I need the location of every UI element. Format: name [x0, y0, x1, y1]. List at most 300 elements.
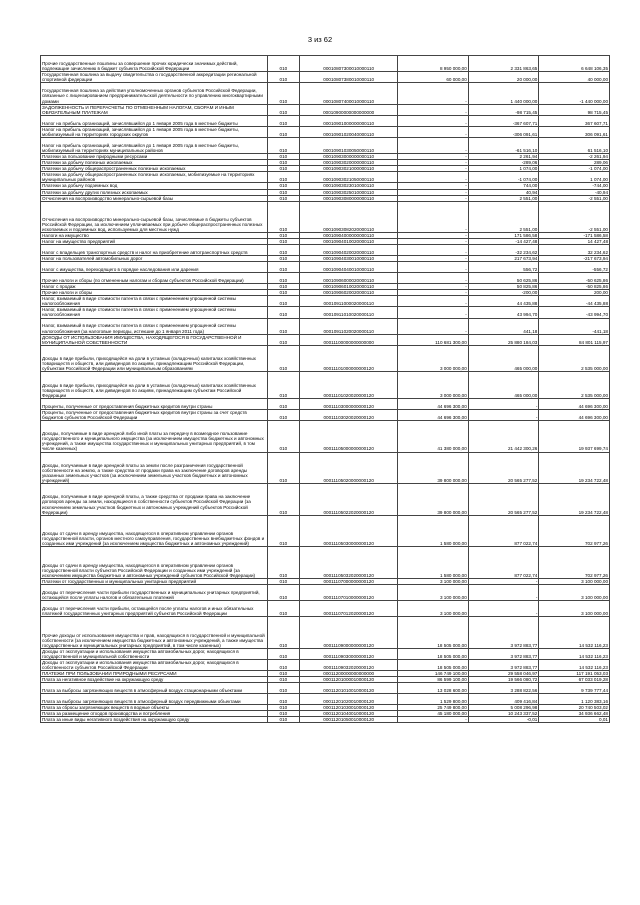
row-kbk: 00011105020000000120 [300, 452, 398, 484]
table-row [41, 617, 610, 649]
row-rest: 2 535 000,00 [539, 372, 610, 399]
table-row [41, 694, 610, 705]
row-kbk: 00010903020000000110 [300, 160, 398, 166]
row-fact: 50 625,86 [468, 273, 539, 284]
row-rest: 84 801 115,97 [539, 334, 610, 345]
row-kbk: 00011201010010000120 [300, 683, 398, 694]
row-kbk: 00011201000010000120 [300, 677, 398, 683]
table-row [41, 717, 610, 723]
table-row [41, 245, 610, 256]
row-rest: 61 516,10 [539, 137, 610, 153]
table-row [41, 452, 610, 484]
row-name: Плата за сбросы загрязняющих веществ в водные объекты [41, 704, 268, 710]
row-rest: 14 532 116,23 [539, 660, 610, 671]
row-kbk: 00010904010020000110 [300, 239, 398, 245]
row-plan: 110 681 300,00 [398, 334, 469, 345]
page-number: 3 из 62 [307, 35, 333, 44]
row-name: Доходы, получаемые в виде арендной либо иной платы за передачу в возмездное пользование государственного и муниципального имущества (за исключением имущества бюджетных и автономных учреждений, а также имущества государственных и муниципальных унитарных предприятий, в том числе казенных) [41, 420, 268, 452]
row-fact: - [468, 409, 539, 420]
table-row [41, 648, 610, 659]
row-code: 010 [267, 420, 300, 452]
table-row [41, 372, 610, 399]
row-fact: 3 972 883,77 [468, 648, 539, 659]
row-name: ЗАДОЛЖЕННОСТЬ И ПЕРЕРАСЧЕТЫ ПО ОТМЕНЕННЫМ НАЛОГАМ, СБОРАМ И ИНЫМ ОБЯЗАТЕЛЬНЫМ ПЛАТЕЖАМ [41, 104, 268, 115]
row-kbk: 00011200000000000000 [300, 671, 398, 677]
row-plan: - [398, 262, 469, 273]
row-fact: 744,00 [468, 183, 539, 189]
table-row [41, 334, 610, 345]
row-rest: -556,72 [539, 262, 610, 273]
row-rest: 702 977,26 [539, 515, 610, 547]
row-fact: 465 000,00 [468, 345, 539, 372]
row-plan: 146 749 100,00 [398, 671, 469, 677]
row-fact: 217 673,94 [468, 256, 539, 262]
row-fact: -289,06 [468, 160, 539, 166]
row-code: 010 [267, 717, 300, 723]
row-plan: 60 000,00 [398, 72, 469, 83]
row-name: Плата за негативное воздействие на окружающую среду [41, 677, 268, 683]
row-kbk: 00010903021050000110 [300, 172, 398, 183]
table-row [41, 547, 610, 579]
row-code: 010 [267, 694, 300, 705]
row-fact: 3 288 822,56 [468, 683, 539, 694]
row-rest: 3 100 000,00 [539, 585, 610, 601]
row-code: 010 [267, 547, 300, 579]
table-row [41, 172, 610, 183]
table-row [41, 711, 610, 717]
row-kbk: 00010903021000000110 [300, 166, 398, 172]
row-rest: 19 937 699,74 [539, 420, 610, 452]
row-kbk: 00010807380010000110 [300, 72, 398, 83]
row-plan: - [398, 166, 469, 172]
row-kbk: 00011109030000000120 [300, 648, 398, 659]
revenue-table [40, 55, 610, 723]
row-plan: - [398, 183, 469, 189]
row-kbk: 00010904030010000110 [300, 256, 398, 262]
row-code: 010 [267, 183, 300, 189]
row-name: Налог с владельцев транспортных средств и налог на приобретение автотранспортных средств [41, 245, 268, 256]
row-name: Налог на прибыль организаций, зачислявшийся до 1 января 2005 года в местные бюджеты, мобилизуемый на территориях городских округов [41, 126, 268, 137]
row-name: Прочие государственные пошлины за совершение прочих юридически значимых действий, подлежащие зачислению в бюджет субъекта Российской Федерации [41, 56, 268, 72]
row-fact: 43 994,70 [468, 307, 539, 318]
row-plan: 8 950 000,00 [398, 56, 469, 72]
row-code: 010 [267, 153, 300, 159]
row-fact: 171 586,58 [468, 233, 539, 239]
row-kbk: 00010911020020000110 [300, 318, 398, 334]
row-kbk: 00011107010000000120 [300, 585, 398, 601]
row-name: Доходы от перечисления части прибыли, остающейся после уплаты налогов и иных обязательных платежей государственных унитарных предприятий субъектов Российской Федерации [41, 601, 268, 617]
row-rest: -217 673,94 [539, 256, 610, 262]
row-rest: -2 551,00 [539, 201, 610, 233]
row-code: 010 [267, 283, 300, 289]
row-code: 010 [267, 601, 300, 617]
table-row [41, 318, 610, 334]
row-rest: -40,94 [539, 189, 610, 195]
table-row [41, 160, 610, 166]
row-kbk: 00011101000000000120 [300, 345, 398, 372]
row-fact: -61 516,10 [468, 137, 539, 153]
row-plan: - [398, 717, 469, 723]
row-rest: 367 607,71 [539, 115, 610, 126]
table-row [41, 195, 610, 201]
row-kbk: 00010904020020000110 [300, 245, 398, 256]
row-code: 010 [267, 515, 300, 547]
table-row [41, 166, 610, 172]
table-row [41, 201, 610, 233]
row-code: 010 [267, 660, 300, 671]
row-name: Плата за иные виды негативного воздействия на окружающую среду [41, 717, 268, 723]
row-kbk: 00010903000000000110 [300, 153, 398, 159]
row-code: 010 [267, 711, 300, 717]
table-row [41, 671, 610, 677]
row-fact: -14 427,48 [468, 239, 539, 245]
row-kbk: 00010904040010000110 [300, 262, 398, 273]
row-kbk: 00010911000020000110 [300, 296, 398, 307]
row-rest: 3 100 000,00 [539, 578, 610, 584]
row-fact: 877 022,74 [468, 515, 539, 547]
row-plan: 44 696 300,00 [398, 409, 469, 420]
row-kbk: 00011103000000000120 [300, 398, 398, 409]
row-plan: 18 505 000,00 [398, 648, 469, 659]
row-name: Доходы в виде прибыли, приходящейся на доли в уставных (складочных) капиталах хозяйственных товариществ и обществ, или дивидендов по акциям, принадлежащим Российской Федерации, субъектам Российской Федерации или муниципальным образованиям [41, 345, 268, 372]
row-fact: - [468, 585, 539, 601]
row-plan: - [398, 201, 469, 233]
row-fact: 3 972 883,77 [468, 617, 539, 649]
row-kbk: 00010906010020000110 [300, 283, 398, 289]
row-fact: 441,18 [468, 318, 539, 334]
row-plan: - [398, 318, 469, 334]
row-name: ПЛАТЕЖИ ПРИ ПОЛЬЗОВАНИИ ПРИРОДНЫМИ РЕСУРСАМИ [41, 671, 268, 677]
row-rest: 19 234 722,48 [539, 452, 610, 484]
row-name: Государственная пошлина за действия уполномоченных органов субъектов Российской Федерации, связанные с лицензированием предпринимательской деятельности по управлению многоквартирными домами [41, 83, 268, 104]
row-plan: - [398, 189, 469, 195]
row-code: 010 [267, 677, 300, 683]
row-plan: 3 100 000,00 [398, 578, 469, 584]
row-rest: -744,00 [539, 183, 610, 189]
table-row [41, 409, 610, 420]
table-row [41, 601, 610, 617]
row-plan: - [398, 195, 469, 201]
revenue-table-body [41, 56, 610, 723]
row-fact: 20 565 277,52 [468, 484, 539, 516]
row-name: Прочие налоги и сборы [41, 290, 268, 296]
row-code: 010 [267, 398, 300, 409]
row-plan: - [398, 233, 469, 239]
row-code: 010 [267, 585, 300, 601]
row-plan: 45 180 000,00 [398, 711, 469, 717]
row-name: Налог, взимаемый в виде стоимости патента в связи с применением упрощенной системы налогообложения [41, 296, 268, 307]
row-fact: -1 074,00 [468, 172, 539, 183]
row-code: 010 [267, 484, 300, 516]
row-plan: - [398, 273, 469, 284]
row-plan: 1 580 000,00 [398, 515, 469, 547]
row-plan: 3 000 000,00 [398, 372, 469, 399]
table-row [41, 677, 610, 683]
row-code: 010 [267, 56, 300, 72]
row-kbk: 00010911010020000110 [300, 307, 398, 318]
row-kbk: 00011105000000000120 [300, 420, 398, 452]
row-code: 010 [267, 296, 300, 307]
row-code: 010 [267, 290, 300, 296]
row-name: Платежи за добычу других полезных ископаемых [41, 189, 268, 195]
row-rest: 1 074,00 [539, 172, 610, 183]
row-fact: 20 000,00 [468, 72, 539, 83]
row-rest: -171 586,58 [539, 233, 610, 239]
row-name: Платежи за добычу общераспространенных полезных ископаемых [41, 166, 268, 172]
row-plan: 13 028 600,00 [398, 683, 469, 694]
row-code: 010 [267, 195, 300, 201]
row-kbk: 00010900000000000000 [300, 104, 398, 115]
row-plan: 3 000 000,00 [398, 345, 469, 372]
row-code: 010 [267, 245, 300, 256]
table-row [41, 704, 610, 710]
row-name: Прочие налоги и сборы (по отмененным налогам и сборам субъектов Российской Федерации) [41, 273, 268, 284]
row-code: 010 [267, 318, 300, 334]
row-fact: 29 558 046,97 [468, 671, 539, 677]
row-code: 010 [267, 372, 300, 399]
row-name: Налоги на имущество [41, 233, 268, 239]
row-kbk: 00010901020040000110 [300, 126, 398, 137]
row-rest: 34 936 662,48 [539, 711, 610, 717]
row-rest: 44 696 300,00 [539, 398, 610, 409]
table-row [41, 256, 610, 262]
row-plan: 1 580 000,00 [398, 547, 469, 579]
row-plan: 44 696 300,00 [398, 398, 469, 409]
row-fact: 44 435,88 [468, 296, 539, 307]
row-code: 010 [267, 201, 300, 233]
row-fact: 40,94 [468, 189, 539, 195]
row-fact: 3 972 883,77 [468, 660, 539, 671]
row-fact: 556,72 [468, 262, 539, 273]
row-code: 010 [267, 273, 300, 284]
row-plan: 1 529 800,00 [398, 694, 469, 705]
table-row [41, 296, 610, 307]
row-rest: 0,01 [539, 717, 610, 723]
row-code: 010 [267, 256, 300, 262]
row-code: 010 [267, 160, 300, 166]
table-row [41, 585, 610, 601]
row-kbk: 00011105030000000120 [300, 515, 398, 547]
row-plan: - [398, 307, 469, 318]
row-plan: - [398, 256, 469, 262]
row-plan: - [398, 115, 469, 126]
row-plan: - [398, 104, 469, 115]
table-row [41, 126, 610, 137]
row-fact: 2 331 863,65 [468, 56, 539, 72]
row-rest: 289,06 [539, 160, 610, 166]
row-rest: 44 696 300,00 [539, 409, 610, 420]
row-plan: 39 800 000,00 [398, 452, 469, 484]
row-rest: 67 033 019,28 [539, 677, 610, 683]
row-kbk: 00010904000000000110 [300, 233, 398, 239]
row-rest: 14 532 116,23 [539, 617, 610, 649]
row-kbk: 00010903082020000110 [300, 201, 398, 233]
row-rest: -50 825,86 [539, 283, 610, 289]
row-kbk: 00010903080000000110 [300, 195, 398, 201]
row-rest: -44 435,88 [539, 296, 610, 307]
row-plan: - [398, 245, 469, 256]
table-row [41, 153, 610, 159]
row-name: ДОХОДЫ ОТ ИСПОЛЬЗОВАНИЯ ИМУЩЕСТВА, НАХОДЯЩЕГОСЯ В ГОСУДАРСТВЕННОЙ И МУНИЦИПАЛЬНОЙ СОБСТВЕННОСТИ [41, 334, 268, 345]
row-name: Плата за размещение отходов производства и потребления [41, 711, 268, 717]
table-row [41, 515, 610, 547]
table-row [41, 683, 610, 694]
row-plan: - [398, 83, 469, 104]
row-fact: 2 551,00 [468, 201, 539, 233]
row-code: 010 [267, 704, 300, 710]
row-fact: 2 551,00 [468, 195, 539, 201]
row-code: 010 [267, 578, 300, 584]
row-name: Доходы от эксплуатации и использования имущества автомобильных дорог, находящихся в государственной и муниципальной собственности [41, 648, 268, 659]
row-kbk: 00010906020020000110 [300, 290, 398, 296]
row-code: 010 [267, 334, 300, 345]
row-rest: 19 234 722,48 [539, 484, 610, 516]
row-code: 010 [267, 671, 300, 677]
row-rest: 117 191 053,03 [539, 671, 610, 677]
row-plan: - [398, 137, 469, 153]
row-rest: -1 074,00 [539, 166, 610, 172]
row-kbk: 00011109032020000120 [300, 660, 398, 671]
row-code: 010 [267, 307, 300, 318]
row-plan: 25 749 800,00 [398, 704, 469, 710]
row-kbk: 00011201040010000120 [300, 711, 398, 717]
table-row [41, 83, 610, 104]
row-code: 010 [267, 172, 300, 183]
row-plan: 18 505 000,00 [398, 617, 469, 649]
table-row [41, 345, 610, 372]
row-fact: 465 000,00 [468, 372, 539, 399]
row-fact: -32 234,62 [468, 245, 539, 256]
row-kbk: 00011107000000000120 [300, 578, 398, 584]
row-code: 010 [267, 233, 300, 239]
row-rest: 9 739 777,44 [539, 683, 610, 694]
row-kbk: 00010901000000000110 [300, 115, 398, 126]
row-rest: -2 551,00 [539, 195, 610, 201]
row-name: Платежи за добычу общераспространенных полезных ископаемых, мобилизуемые на территориях муниципальных районов [41, 172, 268, 183]
row-fact: 10 243 337,52 [468, 711, 539, 717]
row-rest: -43 994,70 [539, 307, 610, 318]
row-rest: 702 977,26 [539, 547, 610, 579]
row-name: Налог на имущество предприятий [41, 239, 268, 245]
row-plan: - [398, 126, 469, 137]
row-name: Отчисления на воспроизводство минерально-сырьевой базы, зачисляемые в бюджеты субъектов Российской Федерации, за исключением уплачиваемых при добыче общераспространенных полезных ископаемых и подземных вод, используемых для местных нужд [41, 201, 268, 233]
row-kbk: 00011201020010000120 [300, 694, 398, 705]
row-kbk: 00010807400010000110 [300, 83, 398, 104]
row-fact: 19 566 080,72 [468, 677, 539, 683]
row-kbk: 00011201030010000120 [300, 704, 398, 710]
row-name: Доходы от сдачи в аренду имущества, находящегося в оперативном управлении органов государственной власти субъектов Российской Федерации и созданных ими учреждений (за исключением имущества бюджетных и автономных учреждений субъектов Российской Федерации) [41, 547, 268, 579]
row-plan: 3 100 000,00 [398, 585, 469, 601]
row-rest: 306 091,61 [539, 126, 610, 137]
row-plan: 86 599 100,00 [398, 677, 469, 683]
row-name: Проценты, полученные от предоставления бюджетных кредитов внутри страны за счет средств бюджетов субъектов Российской Федерации [41, 409, 268, 420]
row-plan: - [398, 283, 469, 289]
row-name: Прочие доходы от использования имущества и прав, находящихся в государственной и муниципальной собственности (за исключением имущества бюджетных и автономных учреждений, а также имущества государственных и муниципальных унитарных предприятий, в том числе казенных) [41, 617, 268, 649]
row-rest: 20 740 503,02 [539, 704, 610, 710]
row-rest: -1 440 000,00 [539, 83, 610, 104]
row-rest: 98 715,45 [539, 104, 610, 115]
row-fact: 1 074,00 [468, 166, 539, 172]
row-code: 010 [267, 104, 300, 115]
row-name: Доходы от сдачи в аренду имущества, находящегося в оперативном управлении органов государственной власти, органов местного самоуправления, государственных внебюджетных фондов и созданных ими учреждений (за исключением имущества бюджетных и автономных учреждений) [41, 515, 268, 547]
row-rest: 3 100 000,00 [539, 601, 610, 617]
row-fact: -367 607,71 [468, 115, 539, 126]
row-code: 010 [267, 115, 300, 126]
row-rest: 32 234,62 [539, 245, 610, 256]
row-code: 010 [267, 617, 300, 649]
row-fact: 877 022,74 [468, 547, 539, 579]
row-plan: - [398, 160, 469, 166]
row-plan: 39 800 000,00 [398, 484, 469, 516]
row-plan: - [398, 153, 469, 159]
row-fact: - [468, 398, 539, 409]
row-name: Плата за выбросы загрязняющих веществ в атмосферный воздух передвижными объектами [41, 694, 268, 705]
row-name: Платежи от государственных и муниципальных унитарных предприятий [41, 578, 268, 584]
row-code: 010 [267, 648, 300, 659]
row-name: Налог, взимаемый в виде стоимости патента в связи с применением упрощенной системы налогообложения [41, 307, 268, 318]
row-rest: 14 427,48 [539, 239, 610, 245]
row-rest: -2 261,94 [539, 153, 610, 159]
table-row [41, 115, 610, 126]
row-name: Платежи за пользование природными ресурсами [41, 153, 268, 159]
row-code: 010 [267, 683, 300, 694]
row-fact: -98 715,45 [468, 104, 539, 115]
table-row [41, 72, 610, 83]
row-kbk: 00011109000000000120 [300, 617, 398, 649]
row-name: Платежи за добычу подземных вод [41, 183, 268, 189]
row-kbk: 00010901030050000110 [300, 137, 398, 153]
table-row [41, 660, 610, 671]
row-code: 010 [267, 166, 300, 172]
table-row [41, 398, 610, 409]
row-name: Доходы от перечисления части прибыли государственных и муниципальных унитарных предприятий, остающейся после уплаты налогов и обязательных платежей [41, 585, 268, 601]
row-rest: -50 625,86 [539, 273, 610, 284]
row-fact: -306 091,61 [468, 126, 539, 137]
table-row [41, 420, 610, 452]
row-fact: 25 880 184,03 [468, 334, 539, 345]
row-fact: 1 440 000,00 [468, 83, 539, 104]
row-code: 010 [267, 137, 300, 153]
table-row [41, 262, 610, 273]
row-rest: 14 532 116,23 [539, 648, 610, 659]
row-name: Государственная пошлина за выдачу свидетельства о государственной аккредитации региональной спортивной федерации [41, 72, 268, 83]
table-row [41, 104, 610, 115]
row-kbk: 00010903025010000110 [300, 189, 398, 195]
row-kbk: 00011105032020000120 [300, 547, 398, 579]
row-kbk: 00011201050010000120 [300, 717, 398, 723]
row-kbk: 00011105022020000120 [300, 484, 398, 516]
row-name: Доходы от эксплуатации и использования имущества автомобильных дорог, находящихся в собственности субъектов Российской Федерации [41, 660, 268, 671]
row-plan: - [398, 239, 469, 245]
row-fact: 2 261,94 [468, 153, 539, 159]
row-code: 010 [267, 345, 300, 372]
row-code: 010 [267, 72, 300, 83]
row-fact: -0,01 [468, 717, 539, 723]
row-name: Налог на прибыль организаций, зачислявшийся до 1 января 2005 года в местные бюджеты [41, 115, 268, 126]
row-fact: 5 008 296,98 [468, 704, 539, 710]
row-plan: 18 505 000,00 [398, 660, 469, 671]
row-name: Налог на прибыль организаций, зачислявшийся до 1 января 2005 года в местные бюджеты, мобилизуемый на территориях муниципальных районов [41, 137, 268, 153]
row-name: Доходы в виде прибыли, приходящейся на доли в уставных (складочных) капиталах хозяйственных товариществ и обществ, или дивидендов по акциям, принадлежащим субъектам Российской Федерации [41, 372, 268, 399]
row-fact: -200,00 [468, 290, 539, 296]
row-name: Налог с имущества, переходящего в порядке наследования или дарения [41, 262, 268, 273]
row-plan: 41 380 000,00 [398, 420, 469, 452]
table-row [41, 307, 610, 318]
table-row [41, 56, 610, 72]
row-kbk: 00011107012020000120 [300, 601, 398, 617]
row-plan: - [398, 296, 469, 307]
row-fact: 21 442 300,26 [468, 420, 539, 452]
